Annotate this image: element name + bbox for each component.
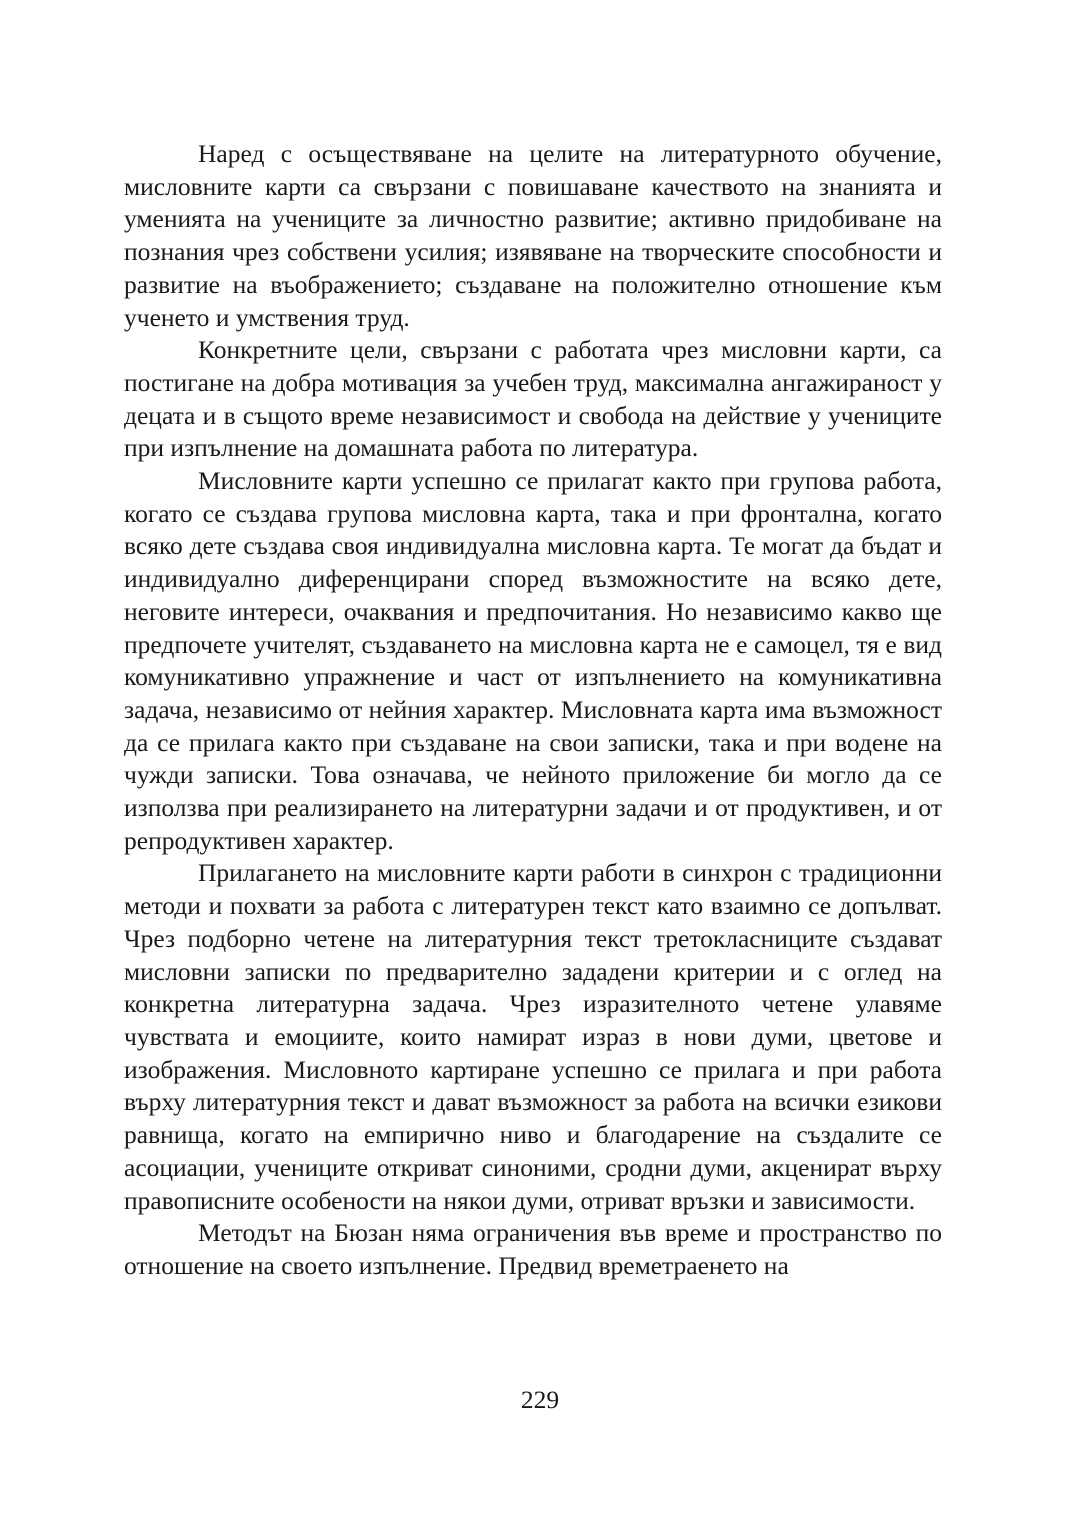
page-number: 229 xyxy=(520,1385,560,1414)
paragraph-3: Мисловните карти успешно се прилагат както при групова работа, когато се създава групова мисловна карта, така и при фронтална, когато всяко дете създава своя индивидуална мисловна карта. Те могат да бъдат и индивидуално диференцирани според възможностите на всяко дете, неговите интереси, очаквания и предпочитания. Но независимо какво ще предпочете учителят, създаването на мисловна карта не е самоцел, тя е вид комуникативно упражнение и част от изпълнението на комуникативна задача, независимо от нейния характер. Мисловната карта има възможност да се прилага както при създаване на свои записки, така и при водене на чужди записки. Това означава, че нейното приложение би могло да се използва при реализирането на литературни задачи и от продуктивен, и от репродуктивен характер. xyxy=(124,466,942,855)
body-text xyxy=(124,138,942,1283)
paragraph-2: Конкретните цели, свързани с работата чрез мисловни карти, са постигане на добра мотивация за учебен труд, максимална ангажираност у децата и в същото време независимост и свобода на действие у учениците при изпълнение на домашната работа по литература. xyxy=(124,335,942,463)
paragraph-4: Прилагането на мисловните карти работи в синхрон с традиционни методи и похвати за работа с литературен текст като взаимно се допълват. Чрез подборно четене на литературния текст третокласниците създават мисловни записки по предварително зададени критерии и с оглед на конкретна литературна задача. Чрез изразителното четене улавяме чувствата и емоциите, които намират израз в нови думи, цветове и изображения. Мисловното картиране успешно се прилага и при работа върху литературния текст и дават възможност за работа на всички езикови равнища, когато на емпирично ниво и благодарение на създалите се асоциации, учениците откриват синоними, сродни думи, акценират върху правописните особености на някои думи, отриват връзки и зависимости. xyxy=(124,858,942,1215)
paragraph-5: Методът на Бюзан няма ограничения във време и пространство по отношение на своето изпълнение. Предвид времетраенето на xyxy=(124,1218,942,1280)
paragraph-1: Наред с осъществяване на целите на литературното обучение, мисловните карти са свързани с повишаване качеството на знанията и уменията на учениците за личностно развитие; активно придобиване на познания чрез собствени усилия; изявяване на творческите способности и развитие на въображението; създаване на положително отношение към ученето и умствения труд. xyxy=(124,139,942,332)
